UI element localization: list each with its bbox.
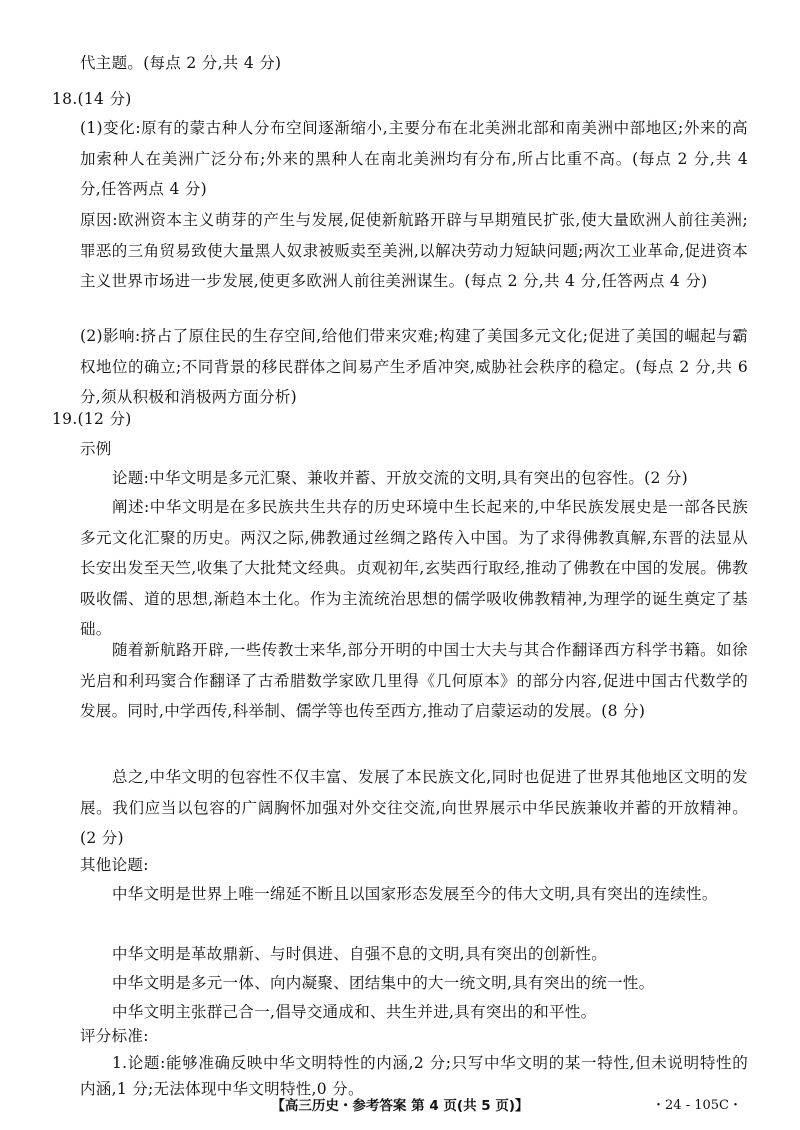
question-18-heading: 18.(14 分)	[52, 90, 132, 108]
conclusion-paragraph: 总之,中华文明的包容性不仅丰富、发展了本民族文化,同时也促进了世界其他地区文明的发展。我们应当以包容的广阔胸怀加强对外交往交流,向世界展示中华民族兼收并蓄的开放精神。(2 分)	[80, 768, 748, 847]
q18-part1-change: (1)变化:原有的蒙古种人分布空间逐渐缩小,主要分布在北美洲北部和南美洲中部地区;外来的高加索种人在美洲广泛分布;外来的黑种人在南北美洲均有分布,所占比重不高。(每点 2 分,共 4 分,任答两点 4 分)	[80, 119, 748, 198]
thesis-paragraph: 论题:中华文明是多元汇聚、兼收并蓄、开放交流的文明,具有突出的包容性。(2 分)	[112, 469, 689, 487]
q18-part1-reason: 原因:欧洲资本主义萌芽的产生与发展,促使新航路开辟与早期殖民扩张,使大量欧洲人前往美洲;罪恶的三角贸易致使大量黑人奴隶被贩卖至美洲,以解决劳动力短缺问题;两次工业革命,促进资本主义世界市场进一步发展,使更多欧洲人前往美洲谋生。(每点 2 分,共 4 分,任答两点 4 分)	[80, 211, 748, 290]
q18-part2-impact: (2)影响:挤占了原住民的生存空间,给他们带来灾难;构建了美国多元文化;促进了美国的崛起与霸权地位的确立;不同背景的移民群体之间易产生矛盾冲突,威胁社会秩序的稳定。(每点 2 分,共 6 分,须从积极和消极两方面分析)	[80, 327, 748, 406]
footer-page-info: 【高三历史・参考答案 第 4 页(共 5 页)】	[271, 1098, 529, 1114]
other-topic-4: 中华文明主张群己合一,倡导交通成和、共生并进,具有突出的和平性。	[112, 1003, 597, 1021]
line-continuation: 代主题。(每点 2 分,共 4 分)	[80, 54, 282, 72]
argument-paragraph-1: 阐述:中华文明是在多民族共生共存的历史环境中生长起来的,中华民族发展史是一部各民族多元文化汇聚的历史。两汉之际,佛教通过丝绸之路传入中国。为了求得佛教真解,东晋的法显从长安出发至天竺,收集了大批梵文经典。贞观初年,玄奘西行取经,推动了佛教在中国的发展。佛教吸收儒、道的思想,渐趋本土化。作为主流统治思想的儒学吸收佛教精神,为理学的诞生奠定了基础。	[80, 498, 748, 638]
question-19-heading: 19.(12 分)	[52, 410, 132, 428]
footer-code: ・24 - 105C・	[652, 1098, 742, 1113]
other-topic-1: 中华文明是世界上唯一绵延不断且以国家形态发展至今的伟大文明,具有突出的连续性。	[112, 885, 718, 903]
other-topic-3: 中华文明是多元一体、向内凝聚、团结集中的大一统文明,具有突出的统一性。	[112, 974, 655, 992]
other-topics-heading: 其他论题:	[80, 856, 149, 874]
other-topic-2: 中华文明是革故鼎新、与时俱进、自强不息的文明,具有突出的创新性。	[112, 945, 608, 963]
example-label: 示例	[80, 440, 112, 458]
page-footer	[0, 1090, 800, 1120]
criteria-heading: 评分标准:	[80, 1027, 149, 1045]
argument-paragraph-2: 随着新航路开辟,一些传教士来华,部分开明的中国士大夫与其合作翻译西方科学书籍。如徐光启和利玛窦合作翻译了古希腊数学家欧几里得《几何原本》的部分内容,促进中国古代数学的发展。同时,中学西传,科举制、儒学等也传至西方,推动了启蒙运动的发展。(8 分)	[80, 641, 748, 720]
criteria-1: 1.论题:能够准确反映中华文明特性的内涵,2 分;只写中华文明的某一特性,但未说明特性的内涵,1 分;无法体现中华文明特性,0 分。	[80, 1054, 748, 1098]
